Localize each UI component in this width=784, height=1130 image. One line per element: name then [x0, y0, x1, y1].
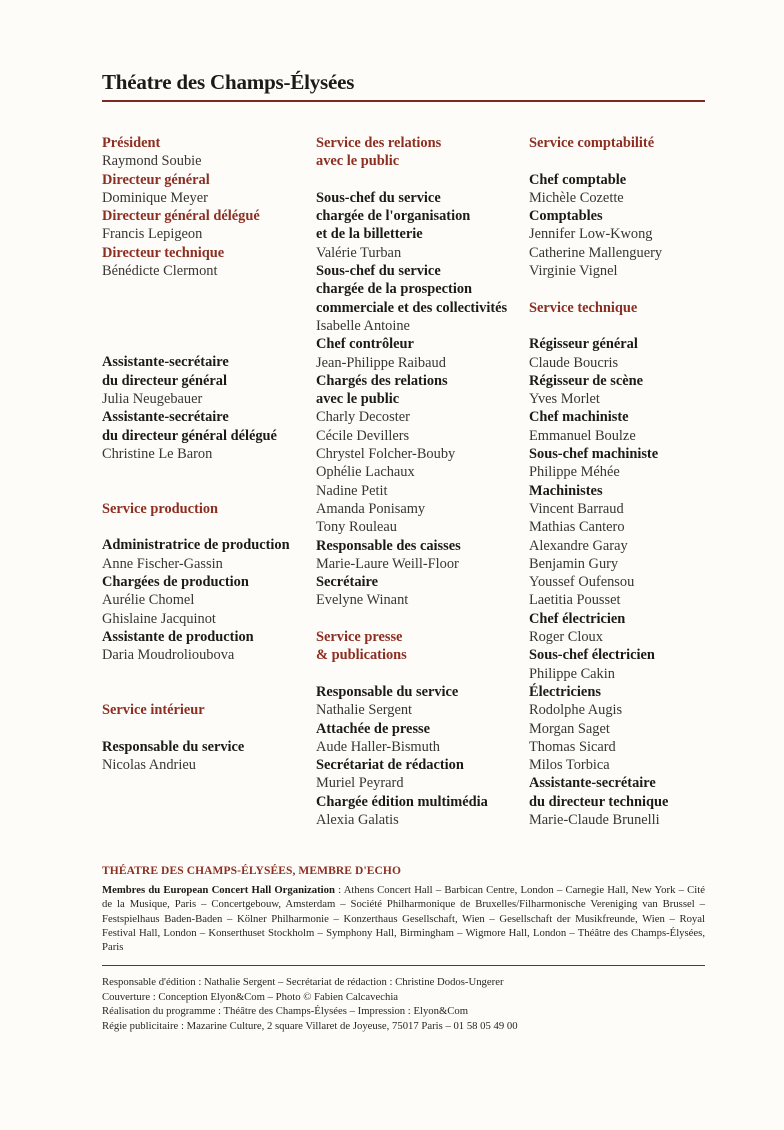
staff-name: Valérie Turban [316, 244, 402, 261]
role-title: du directeur général [102, 372, 227, 389]
staff-column-1 [102, 134, 302, 774]
staff-name: Virginie Vignel [529, 263, 618, 280]
role-title: Responsable du service [316, 683, 459, 700]
echo-membership-text [102, 883, 705, 954]
role-title: avec le public [316, 391, 400, 408]
section-heading: Service comptabilité [529, 135, 655, 151]
staff-column-3 [529, 134, 729, 829]
staff-column-2 [316, 134, 521, 829]
spacer [102, 280, 302, 353]
staff-name: Amanda Ponisamy [316, 500, 426, 517]
role-title: Assistante-secrétaire [102, 354, 229, 371]
staff-name: Julia Neugebauer [102, 390, 203, 407]
staff-name: Yves Morlet [529, 391, 600, 408]
role-title: commerciale et des collectivités [316, 299, 508, 316]
section-heading: Service presse [316, 629, 403, 646]
role-title: Sous-chef du service [316, 263, 441, 280]
staff-name: Isabelle Antoine [316, 317, 410, 334]
staff-name: Philippe Cakin [529, 665, 615, 682]
role-title: Régisseur de scène [529, 372, 644, 389]
role-title: chargée de l'organisation [316, 208, 471, 225]
credit-line: Responsable d'édition : Nathalie Sergent – Secrétariat de rédaction : Christine Dodos-Ungerer [102, 976, 504, 988]
spacer [529, 280, 729, 298]
staff-name: Tony Rouleau [316, 519, 397, 536]
spacer [102, 481, 302, 499]
section-heading: Service technique [529, 299, 638, 316]
spacer [529, 152, 729, 170]
credit-line: Couverture : Conception Elyon&Com – Photo © Fabien Calcavechia [102, 990, 399, 1003]
credits-divider [102, 965, 705, 966]
credits-block [102, 975, 705, 1033]
role-title: Responsable des caisses [316, 537, 461, 554]
spacer [316, 665, 521, 683]
role-title: Chargée édition multimédia [316, 793, 488, 810]
role-title: Sous-chef du service [316, 189, 441, 206]
role-title: Régisseur général [529, 336, 638, 353]
staff-name: Milos Torbica [529, 757, 610, 774]
section-heading: Directeur général [102, 171, 210, 188]
role-title: Chef comptable [529, 171, 627, 188]
role-title: Assistante-secrétaire [102, 409, 229, 426]
role-title: Secrétaire [316, 574, 379, 591]
staff-name: Youssef Oufensou [529, 574, 635, 591]
staff-name: Nicolas Andrieu [102, 756, 196, 773]
staff-name: Chrystel Folcher-Bouby [316, 446, 456, 463]
staff-name: Cécile Devillers [316, 427, 410, 444]
staff-name: Mathias Cantero [529, 519, 625, 536]
role-title: Électriciens [529, 683, 601, 700]
staff-name: Anne Fischer-Gassin [102, 555, 223, 572]
section-heading: avec le public [316, 153, 400, 170]
echo-membership-title: THÉATRE DES CHAMPS-ÉLYSÉES, MEMBRE D'ECHO [102, 865, 402, 877]
staff-name: Evelyne Winant [316, 592, 409, 609]
role-title: Attachée de presse [316, 720, 431, 737]
section-heading: Service intérieur [102, 702, 205, 719]
role-title: Chef contrôleur [316, 336, 414, 353]
staff-name: Philippe Méhée [529, 464, 620, 481]
staff-name: Dominique Meyer [102, 189, 208, 206]
echo-members-list: : Athens Concert Hall – Barbican Centre, London – Carnegie Hall, New York – Cité de la Musique, Paris – Concertgebouw, Amsterdam – Société Philharmonique de Bruxelles/Filharmonische Vereniging van Brussel – Festspielhaus Baden-Baden – Kölner Philharmonie – Konzerthaus Gesellschaft, Wien – Gesellschaft der Musikfreunde, Wien – Royal Festival Hall, London – Konserthuset Stockholm – Symphony Hall, Birmingham – Wigmore Hall, London – Théâtre des Champs-Élysées, Paris [102, 884, 705, 954]
role-title: Responsable du service [102, 738, 245, 755]
section-heading: & publications [316, 647, 407, 664]
spacer [102, 683, 302, 701]
role-title: Comptables [529, 208, 603, 225]
staff-name: Catherine Mallenguery [529, 244, 663, 261]
spacer [316, 610, 521, 628]
section-heading: Directeur général délégué [102, 208, 260, 225]
staff-name: Laetitia Pousset [529, 592, 621, 609]
role-title: Chargés des relations [316, 372, 448, 389]
role-title: du directeur technique [529, 793, 669, 810]
staff-name: Daria Moudrolioubova [102, 647, 235, 664]
role-title: du directeur général délégué [102, 427, 277, 444]
section-heading: Directeur technique [102, 244, 225, 261]
role-title: Machinistes [529, 482, 603, 499]
echo-lead: Membres du European Concert Hall Organization [102, 884, 335, 896]
staff-name: Nathalie Sergent [316, 702, 413, 719]
role-title: Sous-chef machiniste [529, 446, 659, 463]
staff-name: Bénédicte Clermont [102, 263, 218, 280]
title-divider [102, 100, 705, 102]
spacer [102, 463, 302, 481]
role-title: et de la billetterie [316, 226, 423, 243]
role-title: Chef machiniste [529, 409, 629, 426]
staff-name: Ghislaine Jacquinot [102, 610, 216, 627]
staff-name: Francis Lepigeon [102, 226, 203, 243]
role-title: Administratrice de production [102, 537, 290, 554]
staff-name: Claude Boucris [529, 354, 619, 371]
staff-name: Thomas Sicard [529, 738, 616, 755]
staff-name: Rodolphe Augis [529, 702, 623, 719]
staff-name: Emmanuel Boulze [529, 427, 636, 444]
role-title: Sous-chef électricien [529, 647, 655, 664]
staff-name: Charly Decoster [316, 409, 410, 426]
staff-name: Benjamin Gury [529, 555, 619, 572]
role-title: Assistante de production [102, 628, 254, 645]
spacer [316, 171, 521, 189]
role-title: chargée de la prospection [316, 281, 473, 298]
role-title: Secrétariat de rédaction [316, 757, 464, 774]
staff-name: Aurélie Chomel [102, 592, 195, 609]
role-title: Chef électricien [529, 610, 626, 627]
staff-name: Aude Haller-Bismuth [316, 738, 441, 755]
staff-name: Vincent Barraud [529, 500, 624, 517]
staff-name: Muriel Peyrard [316, 775, 404, 792]
staff-name: Nadine Petit [316, 482, 388, 499]
staff-name: Jean-Philippe Raibaud [316, 354, 446, 371]
staff-name: Christine Le Baron [102, 445, 213, 462]
staff-name: Jennifer Low-Kwong [529, 226, 653, 243]
staff-name: Roger Cloux [529, 629, 603, 646]
staff-name: Ophélie Lachaux [316, 464, 415, 481]
role-title: Chargées de production [102, 573, 249, 590]
section-heading: Président [102, 135, 161, 151]
staff-name: Marie-Claude Brunelli [529, 811, 660, 828]
staff-name: Alexia Galatis [316, 811, 399, 828]
staff-name: Marie-Laure Weill-Floor [316, 555, 459, 572]
credit-line: Réalisation du programme : Théâtre des Champs-Élysées – Impression : Elyon&Com [102, 1005, 469, 1018]
credit-line: Régie publicitaire : Mazarine Culture, 2 square Villaret de Joyeuse, 75017 Paris – 01 58 05 49 00 [102, 1019, 518, 1032]
section-heading: Service des relations [316, 135, 442, 151]
page-title: Théatre des Champs-Élysées [102, 70, 355, 94]
spacer [102, 719, 302, 737]
staff-name: Alexandre Garay [529, 537, 628, 554]
section-heading: Service production [102, 500, 219, 517]
role-title: Assistante-secrétaire [529, 775, 656, 792]
spacer [102, 664, 302, 682]
staff-name: Michèle Cozette [529, 189, 624, 206]
spacer [529, 317, 729, 335]
staff-name: Morgan Saget [529, 720, 610, 737]
staff-name: Raymond Soubie [102, 153, 202, 170]
spacer [102, 518, 302, 536]
